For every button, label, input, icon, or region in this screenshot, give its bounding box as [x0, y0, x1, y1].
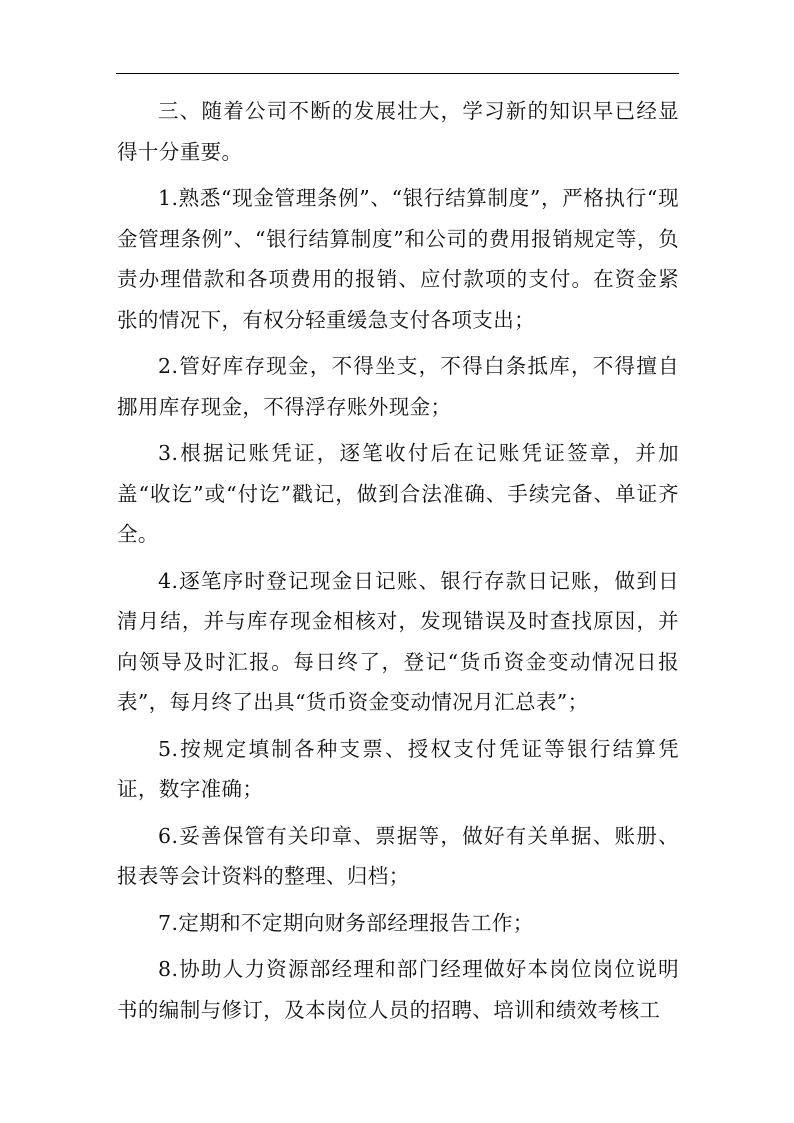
paragraph-item-2: 2.管好库存现金，不得坐支，不得白条抵库，不得擅自挪用库存现金，不得浮存账外现金；: [117, 354, 679, 419]
paragraph-section-three: 三、随着公司不断的发展壮大，学习新的知识早已经显得十分重要。: [117, 99, 679, 164]
header-rule: [116, 73, 679, 74]
paragraph-item-8: 8.协助人力资源部经理和部门经理做好本岗位岗位说明书的编制与修订，及本岗位人员的招聘、培训和绩效考核工: [117, 957, 679, 1022]
paragraph-item-7: 7.定期和不定期向财务部经理报告工作；: [158, 910, 534, 935]
paragraph-item-4: 4.逐笔序时登记现金日记账、银行存款日记账，做到日清月结，并与库存现金相核对，发现错误及时查找原因，并向领导及时汇报。每日终了，登记“货币资金变动情况日报表”，每月终了出具“货币资金变动情况月汇总表”；: [117, 568, 679, 714]
document-body: [117, 91, 679, 1036]
paragraph-item-1: 1.熟悉“现金管理条例”、“银行结算制度”，严格执行“现金管理条例”、“银行结算制度”和公司的费用报销规定等，负责办理借款和各项费用的报销、应付款项的支付。在资金紧张的情况下，有权分轻重缓急支付各项支出；: [117, 186, 679, 332]
paragraph-item-6: 6.妥善保管有关印章、票据等，做好有关单据、账册、报表等会计资料的整理、归档；: [117, 823, 679, 888]
paragraph-item-5: 5.按规定填制各种支票、授权支付凭证等银行结算凭证，数字准确；: [117, 736, 679, 801]
paragraph-item-3: 3.根据记账凭证，逐笔收付后在记账凭证签章，并加盖“收讫”或“付讫”戳记，做到合法准确、手续完备、单证齐全。: [117, 441, 679, 546]
